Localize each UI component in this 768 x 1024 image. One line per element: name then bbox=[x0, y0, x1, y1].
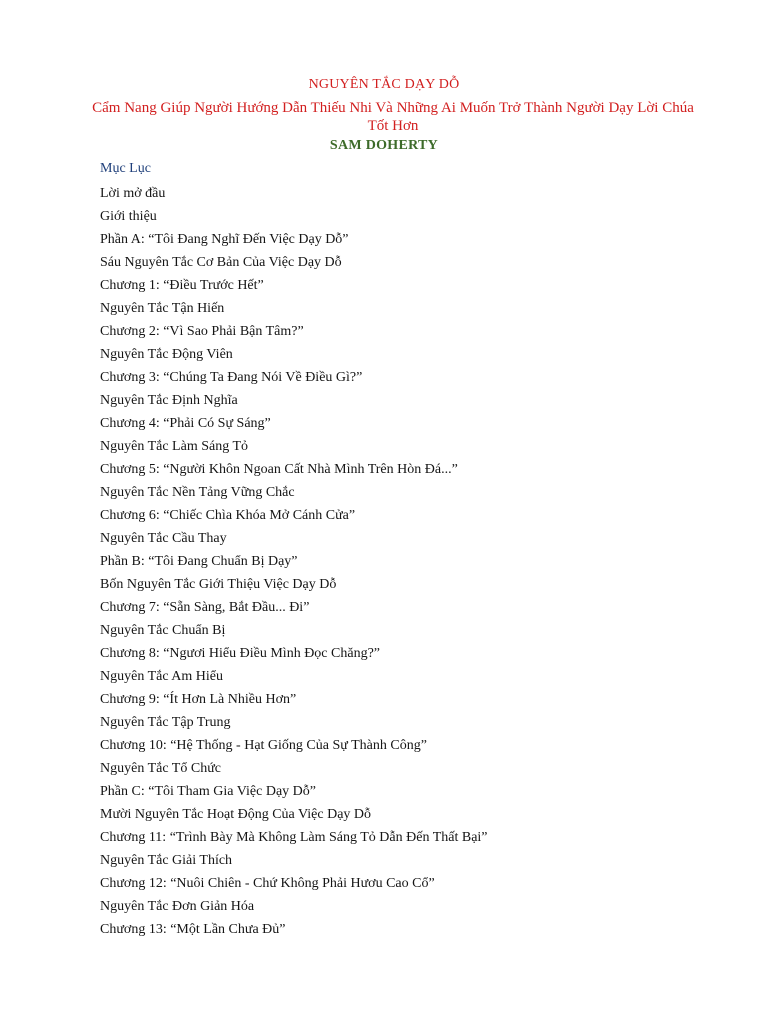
toc-item: Nguyên Tắc Nền Tảng Vững Chắc bbox=[100, 485, 295, 500]
toc-item: Phần C: “Tôi Tham Gia Việc Dạy Dỗ” bbox=[100, 784, 316, 799]
toc-item: Nguyên Tắc Đơn Giản Hóa bbox=[100, 899, 255, 914]
toc-item: Chương 1: “Điều Trước Hết” bbox=[100, 278, 264, 293]
document-subtitle: Cẩm Nang Giúp Người Hướng Dẫn Thiếu Nhi Và Những Ai Muốn Trở Thành Người Dạy Lời Chúa Tốt Hơn bbox=[92, 100, 694, 134]
toc-item: Chương 4: “Phải Có Sự Sáng” bbox=[100, 416, 271, 431]
toc-item: Nguyên Tắc Cầu Thay bbox=[100, 531, 227, 546]
toc-item: Phần A: “Tôi Đang Nghĩ Đến Việc Dạy Dỗ” bbox=[100, 232, 349, 247]
toc-item: Chương 8: “Ngươi Hiểu Điều Mình Đọc Chăng?” bbox=[100, 646, 380, 661]
toc-heading: Mục Lục bbox=[100, 161, 151, 176]
toc-item: Nguyên Tắc Động Viên bbox=[100, 347, 233, 362]
toc-item: Nguyên Tắc Chuẩn Bị bbox=[100, 623, 226, 638]
toc-item: Nguyên Tắc Tập Trung bbox=[100, 715, 231, 730]
toc-item: Chương 3: “Chúng Ta Đang Nói Về Điều Gì?” bbox=[100, 370, 363, 385]
toc-item: Nguyên Tắc Tận Hiến bbox=[100, 301, 225, 316]
toc-item: Phần B: “Tôi Đang Chuẩn Bị Dạy” bbox=[100, 554, 298, 569]
toc-item: Chương 6: “Chiếc Chìa Khóa Mở Cánh Cửa” bbox=[100, 508, 356, 523]
toc-item: Chương 12: “Nuôi Chiên - Chứ Không Phải Hươu Cao Cổ” bbox=[100, 876, 435, 891]
document-author: SAM DOHERTY bbox=[329, 138, 439, 153]
document-title: NGUYÊN TẮC DẠY DỖ bbox=[308, 77, 460, 92]
toc-item: Mười Nguyên Tắc Hoạt Động Của Việc Dạy Dỗ bbox=[100, 807, 372, 822]
toc-item: Lời mở đầu bbox=[100, 186, 166, 201]
toc-item: Bốn Nguyên Tắc Giới Thiệu Việc Dạy Dỗ bbox=[100, 577, 337, 592]
toc-item: Chương 13: “Một Lần Chưa Đủ” bbox=[100, 922, 286, 937]
toc-item: Chương 10: “Hệ Thống - Hạt Giống Của Sự Thành Công” bbox=[100, 738, 427, 753]
toc-item: Nguyên Tắc Tổ Chức bbox=[100, 761, 221, 776]
toc-item: Nguyên Tắc Làm Sáng Tỏ bbox=[100, 439, 249, 454]
toc-item: Nguyên Tắc Giải Thích bbox=[100, 853, 233, 868]
toc-item: Chương 7: “Sẵn Sàng, Bắt Đầu... Đi” bbox=[100, 600, 310, 615]
table-of-contents bbox=[100, 184, 700, 943]
toc-item: Sáu Nguyên Tắc Cơ Bản Của Việc Dạy Dỗ bbox=[100, 255, 342, 270]
toc-item: Chương 5: “Người Khôn Ngoan Cất Nhà Mình Trên Hòn Đá...” bbox=[100, 462, 458, 477]
toc-item: Chương 11: “Trình Bày Mà Không Làm Sáng Tỏ Dẫn Đến Thất Bại” bbox=[100, 830, 488, 845]
toc-item: Giới thiệu bbox=[100, 209, 157, 224]
toc-item: Nguyên Tắc Định Nghĩa bbox=[100, 393, 238, 408]
toc-item: Nguyên Tắc Am Hiểu bbox=[100, 669, 223, 684]
toc-item: Chương 9: “Ít Hơn Là Nhiều Hơn” bbox=[100, 692, 297, 707]
toc-item: Chương 2: “Vì Sao Phải Bận Tâm?” bbox=[100, 324, 304, 339]
